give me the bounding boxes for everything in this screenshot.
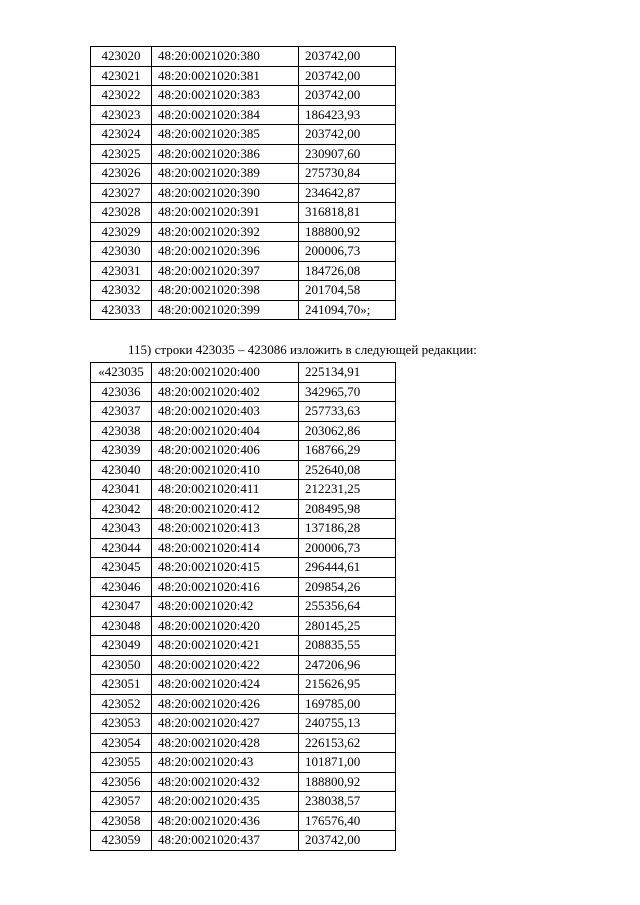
value-cell: 176576,40 xyxy=(299,811,396,831)
row-number-cell: 423036 xyxy=(91,382,152,402)
row-number-cell: 423037 xyxy=(91,402,152,422)
cadastral-number-cell: 48:20:0021020:398 xyxy=(152,281,299,301)
row-number-cell: 423039 xyxy=(91,441,152,461)
table-row xyxy=(91,66,396,86)
cadastral-number-cell: 48:20:0021020:415 xyxy=(152,558,299,578)
row-number-cell: 423044 xyxy=(91,538,152,558)
row-number-cell: 423029 xyxy=(91,222,152,242)
row-number-cell: 423026 xyxy=(91,164,152,184)
cadastral-number-cell: 48:20:0021020:424 xyxy=(152,675,299,695)
cadastral-number-cell: 48:20:0021020:383 xyxy=(152,86,299,106)
value-cell: 225134,91 xyxy=(299,363,396,383)
table-row xyxy=(91,499,396,519)
value-cell: 186423,93 xyxy=(299,105,396,125)
value-cell: 252640,08 xyxy=(299,460,396,480)
table-row xyxy=(91,300,396,320)
cadastral-number-cell: 48:20:0021020:414 xyxy=(152,538,299,558)
row-number-cell: 423031 xyxy=(91,261,152,281)
cadastral-number-cell: 48:20:0021020:427 xyxy=(152,714,299,734)
row-number-cell: 423043 xyxy=(91,519,152,539)
table-row xyxy=(91,261,396,281)
cadastral-number-cell: 48:20:0021020:436 xyxy=(152,811,299,831)
cadastral-number-cell: 48:20:0021020:399 xyxy=(152,300,299,320)
cadastral-number-cell: 48:20:0021020:412 xyxy=(152,499,299,519)
row-number-cell: 423040 xyxy=(91,460,152,480)
cadastral-number-cell: 48:20:0021020:43 xyxy=(152,753,299,773)
value-cell: 203742,00 xyxy=(299,125,396,145)
table-row xyxy=(91,47,396,67)
row-number-cell: 423047 xyxy=(91,597,152,617)
cadastral-number-cell: 48:20:0021020:420 xyxy=(152,616,299,636)
cadastral-number-cell: 48:20:0021020:426 xyxy=(152,694,299,714)
row-number-cell: 423059 xyxy=(91,831,152,851)
row-number-cell: 423049 xyxy=(91,636,152,656)
value-cell: 188800,92 xyxy=(299,772,396,792)
row-number-cell: 423048 xyxy=(91,616,152,636)
row-number-cell: 423042 xyxy=(91,499,152,519)
table-row xyxy=(91,694,396,714)
table-row xyxy=(91,402,396,422)
table-row xyxy=(91,222,396,242)
value-cell: 209854,26 xyxy=(299,577,396,597)
cadastral-number-cell: 48:20:0021020:384 xyxy=(152,105,299,125)
value-cell: 203742,00 xyxy=(299,66,396,86)
row-number-cell: 423022 xyxy=(91,86,152,106)
row-number-cell: 423046 xyxy=(91,577,152,597)
cadastral-number-cell: 48:20:0021020:410 xyxy=(152,460,299,480)
value-cell: 240755,13 xyxy=(299,714,396,734)
cadastral-number-cell: 48:20:0021020:402 xyxy=(152,382,299,402)
value-cell: 316818,81 xyxy=(299,203,396,223)
value-cell: 275730,84 xyxy=(299,164,396,184)
row-number-cell: 423045 xyxy=(91,558,152,578)
cadastral-number-cell: 48:20:0021020:413 xyxy=(152,519,299,539)
table-row xyxy=(91,675,396,695)
table-row xyxy=(91,281,396,301)
cadastral-number-cell: 48:20:0021020:42 xyxy=(152,597,299,617)
value-cell: 200006,73 xyxy=(299,242,396,262)
table-row xyxy=(91,382,396,402)
row-number-cell: 423056 xyxy=(91,772,152,792)
amendment-instruction: 115) строки 423035 – 423086 изложить в следующей редакции: xyxy=(128,342,477,357)
cadastral-number-cell: 48:20:0021020:421 xyxy=(152,636,299,656)
row-number-cell: 423052 xyxy=(91,694,152,714)
value-cell: 203742,00 xyxy=(299,86,396,106)
value-cell: 255356,64 xyxy=(299,597,396,617)
value-cell: 208495,98 xyxy=(299,499,396,519)
cadastral-number-cell: 48:20:0021020:380 xyxy=(152,47,299,67)
table-row xyxy=(91,105,396,125)
value-cell: 169785,00 xyxy=(299,694,396,714)
value-cell: 137186,28 xyxy=(299,519,396,539)
table-row xyxy=(91,558,396,578)
table-row xyxy=(91,772,396,792)
cadastral-number-cell: 48:20:0021020:437 xyxy=(152,831,299,851)
row-number-cell: 423032 xyxy=(91,281,152,301)
cadastral-number-cell: 48:20:0021020:385 xyxy=(152,125,299,145)
row-number-cell: 423050 xyxy=(91,655,152,675)
cadastral-number-cell: 48:20:0021020:411 xyxy=(152,480,299,500)
row-number-cell: 423041 xyxy=(91,480,152,500)
cadastral-number-cell: 48:20:0021020:422 xyxy=(152,655,299,675)
value-cell: 184726,08 xyxy=(299,261,396,281)
value-cell: 342965,70 xyxy=(299,382,396,402)
value-cell: 101871,00 xyxy=(299,753,396,773)
cadastral-number-cell: 48:20:0021020:386 xyxy=(152,144,299,164)
value-cell: 234642,87 xyxy=(299,183,396,203)
cadastral-number-cell: 48:20:0021020:416 xyxy=(152,577,299,597)
table-row xyxy=(91,811,396,831)
table-row xyxy=(91,363,396,383)
value-cell: 168766,29 xyxy=(299,441,396,461)
table-row xyxy=(91,421,396,441)
table-row xyxy=(91,714,396,734)
table-row xyxy=(91,183,396,203)
table-row xyxy=(91,460,396,480)
value-cell: 230907,60 xyxy=(299,144,396,164)
row-number-cell: 423057 xyxy=(91,792,152,812)
value-cell: 208835,55 xyxy=(299,636,396,656)
cadastral-number-cell: 48:20:0021020:389 xyxy=(152,164,299,184)
cadastral-number-cell: 48:20:0021020:428 xyxy=(152,733,299,753)
value-cell: 280145,25 xyxy=(299,616,396,636)
value-cell: 200006,73 xyxy=(299,538,396,558)
row-number-cell: 423051 xyxy=(91,675,152,695)
value-cell: 226153,62 xyxy=(299,733,396,753)
row-number-cell: 423021 xyxy=(91,66,152,86)
value-cell: 201704,58 xyxy=(299,281,396,301)
value-cell: 296444,61 xyxy=(299,558,396,578)
value-cell: 247206,96 xyxy=(299,655,396,675)
value-cell: 212231,25 xyxy=(299,480,396,500)
row-number-cell: 423054 xyxy=(91,733,152,753)
table-row xyxy=(91,753,396,773)
table-row xyxy=(91,597,396,617)
value-cell: 215626,95 xyxy=(299,675,396,695)
table-1-body xyxy=(91,47,396,320)
cadastral-number-cell: 48:20:0021020:381 xyxy=(152,66,299,86)
cadastral-number-cell: 48:20:0021020:435 xyxy=(152,792,299,812)
cadastral-number-cell: 48:20:0021020:391 xyxy=(152,203,299,223)
row-number-cell: «423035 xyxy=(91,363,152,383)
row-number-cell: 423055 xyxy=(91,753,152,773)
table-row xyxy=(91,125,396,145)
row-number-cell: 423023 xyxy=(91,105,152,125)
value-cell: 203742,00 xyxy=(299,47,396,67)
table-row xyxy=(91,538,396,558)
cadastral-number-cell: 48:20:0021020:397 xyxy=(152,261,299,281)
value-cell: 203062,86 xyxy=(299,421,396,441)
cadastral-number-cell: 48:20:0021020:390 xyxy=(152,183,299,203)
table-row xyxy=(91,164,396,184)
row-number-cell: 423058 xyxy=(91,811,152,831)
table-row xyxy=(91,480,396,500)
table-row xyxy=(91,144,396,164)
table-row xyxy=(91,203,396,223)
row-number-cell: 423053 xyxy=(91,714,152,734)
cadastral-number-cell: 48:20:0021020:406 xyxy=(152,441,299,461)
value-cell: 241094,70»; xyxy=(299,300,396,320)
row-number-cell: 423024 xyxy=(91,125,152,145)
table-row xyxy=(91,792,396,812)
row-number-cell: 423033 xyxy=(91,300,152,320)
cadastral-number-cell: 48:20:0021020:403 xyxy=(152,402,299,422)
row-number-cell: 423028 xyxy=(91,203,152,223)
value-cell: 257733,63 xyxy=(299,402,396,422)
row-number-cell: 423030 xyxy=(91,242,152,262)
table-row xyxy=(91,636,396,656)
table-row xyxy=(91,831,396,851)
table-row xyxy=(91,577,396,597)
value-cell: 188800,92 xyxy=(299,222,396,242)
cadastral-number-cell: 48:20:0021020:396 xyxy=(152,242,299,262)
cadastral-number-cell: 48:20:0021020:432 xyxy=(152,772,299,792)
value-cell: 238038,57 xyxy=(299,792,396,812)
table-row xyxy=(91,655,396,675)
cadastral-number-cell: 48:20:0021020:400 xyxy=(152,363,299,383)
row-number-cell: 423027 xyxy=(91,183,152,203)
value-cell: 203742,00 xyxy=(299,831,396,851)
table-row xyxy=(91,519,396,539)
row-number-cell: 423025 xyxy=(91,144,152,164)
table-row xyxy=(91,242,396,262)
table-row xyxy=(91,616,396,636)
cadastral-table-2 xyxy=(90,362,396,851)
table-row xyxy=(91,86,396,106)
cadastral-number-cell: 48:20:0021020:404 xyxy=(152,421,299,441)
cadastral-number-cell: 48:20:0021020:392 xyxy=(152,222,299,242)
row-number-cell: 423038 xyxy=(91,421,152,441)
table-row xyxy=(91,441,396,461)
cadastral-table-1 xyxy=(90,46,396,320)
row-number-cell: 423020 xyxy=(91,47,152,67)
table-row xyxy=(91,733,396,753)
table-2-body xyxy=(91,363,396,851)
